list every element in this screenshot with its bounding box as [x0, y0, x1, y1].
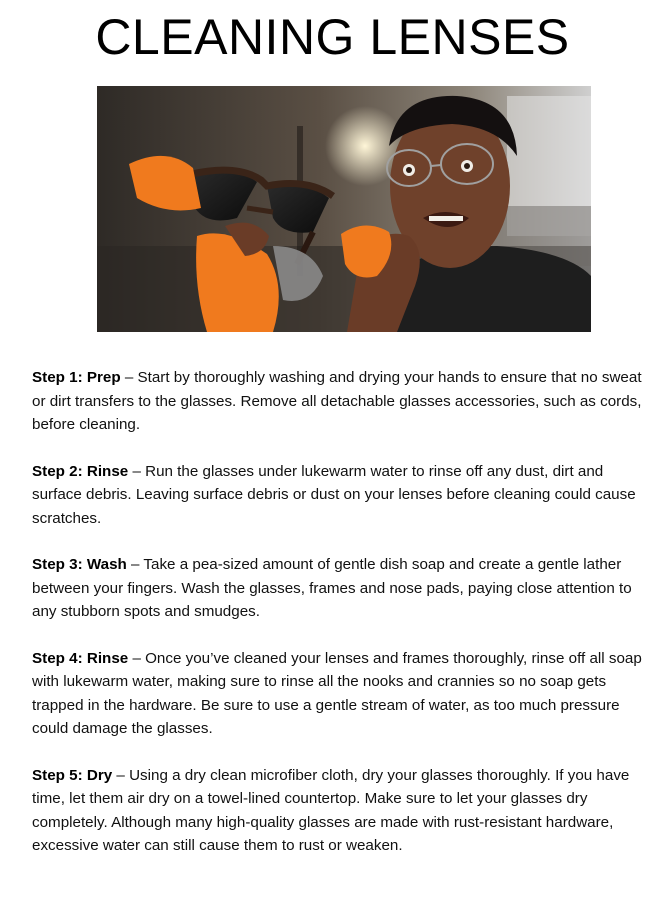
step-text: – Once you’ve cleaned your lenses and frames thoroughly, rinse off all soap with lukewarm water, making sure to rinse all the nooks and crannies so no soap gets trapped in the hardware. Be sure to use a gentle stream of water, as too much pressure could damage the glasses.	[32, 649, 642, 737]
step-text: – Take a pea-sized amount of gentle dish soap and create a gentle lather between your fingers. Wash the glasses, frames and nose pads, paying close attention to any stubborn spots and smudges.	[32, 556, 632, 620]
step-label: Step 5: Dry	[32, 766, 113, 784]
step-text: – Using a dry clean microfiber cloth, dry your glasses thoroughly. If you have time, let them air dry on a towel-lined countertop. Make sure to let your glasses dry completely. Although many high-quality glasses are made with rust-resistant hardware, excessive water can still cause them to rust or weaken.	[32, 766, 630, 854]
step-label: Step 1: Prep	[32, 369, 121, 386]
step-3	[32, 553, 644, 624]
step-label: Step 4: Rinse	[32, 649, 129, 667]
step-1	[32, 366, 644, 437]
step-4	[32, 647, 644, 741]
page-title: CLEANING LENSES	[95, 9, 570, 65]
step-5	[32, 764, 644, 858]
step-label: Step 3: Wash	[32, 556, 127, 573]
photo-man-cleaning-glasses	[97, 86, 591, 332]
steps-list	[32, 366, 644, 881]
step-label: Step 2: Rinse	[32, 462, 129, 480]
step-text: – Run the glasses under lukewarm water to rinse off any dust, dirt and surface debris. Leaving surface debris or dust on your lenses before cleaning could cause scratches.	[32, 462, 636, 527]
step-text: – Start by thoroughly washing and drying your hands to ensure that no sweat or dirt transfers to the glasses. Remove all detachable glasses accessories, such as cords, before cleaning.	[32, 369, 642, 433]
step-2	[32, 460, 644, 531]
